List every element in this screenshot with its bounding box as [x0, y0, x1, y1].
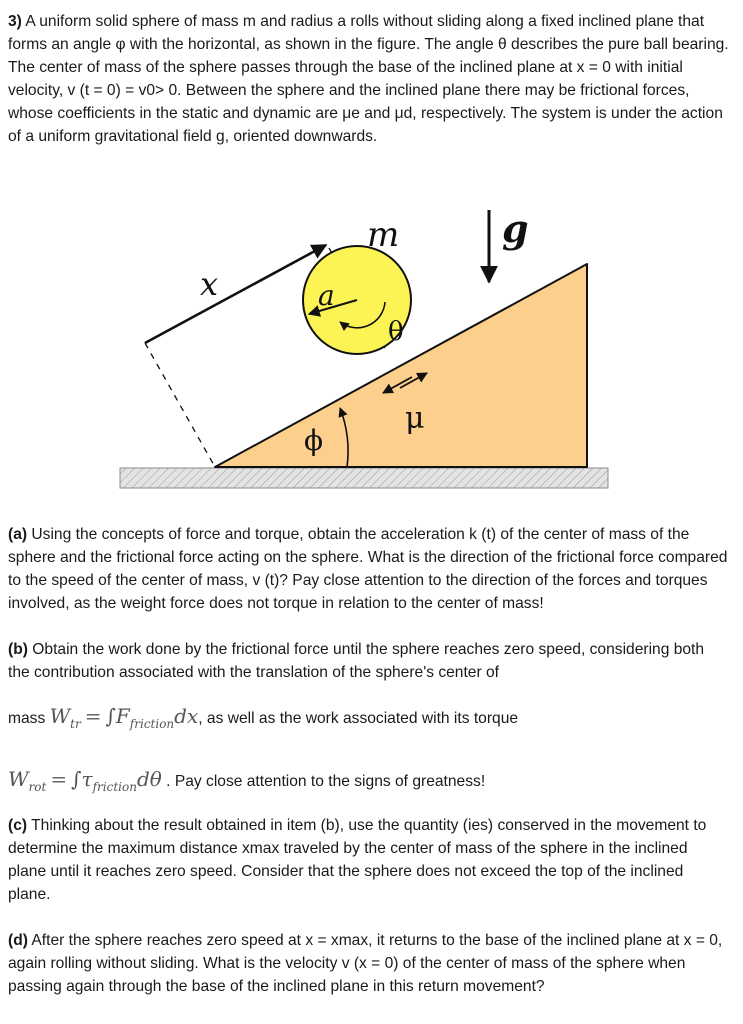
- item-d-text: After the sphere reaches zero speed at x = xmax, it returns to the base of the inclined plane at x = 0, again rolling without sliding. What is the velocity v (x = 0) of the center of mass of the sphere when passing again through the base of the inclined plane in this return movement?: [8, 932, 723, 995]
- w-rot-formula: $W_{rot} = \int\tau_{friction}d\theta$: [8, 767, 162, 794]
- mass-label: m: [367, 215, 400, 255]
- incline-figure: [110, 200, 610, 492]
- item-b-text: Obtain the work done by the frictional force until the sphere reaches zero speed, considering both the contribution associated with the translation of the sphere's center of: [8, 641, 705, 681]
- x-label: x: [200, 265, 219, 303]
- item-a-text: Using the concepts of force and torque, obtain the acceleration k (t) of the center of mass of the sphere and the frictional force acting on the sphere. What is the direction of the frictional force compared to the speed of the center of mass, v (t)? Pay close attention to the direction of the forces and torques involved, as the weight force does not torque in relation to the center of mass!: [8, 526, 728, 612]
- item-c: [8, 814, 730, 906]
- item-c-marker: (c): [8, 817, 28, 834]
- item-d: [8, 929, 730, 998]
- problem-intro: [8, 10, 730, 148]
- item-b-marker: (b): [8, 641, 28, 658]
- w-tr-after: , as well as the work associated with its torque: [198, 710, 519, 727]
- phi-label: ϕ: [304, 424, 324, 457]
- item-a: [8, 523, 730, 615]
- x-arrow: [145, 245, 326, 343]
- item-b: [8, 638, 730, 684]
- mu-label: μ: [405, 401, 425, 436]
- w-rot-after: . Pay close attention to the signs of greatness!: [166, 773, 486, 790]
- w-rot-formula-line: [8, 768, 485, 799]
- x-dashed-guide: [145, 343, 215, 467]
- mass-word: mass: [8, 710, 46, 727]
- problem-intro-text: A uniform solid sphere of mass m and radius a rolls without sliding along a fixed inclined plane that forms an angle φ with the horizontal, as shown in the figure. The angle θ describes the pure ball bearing. The center of mass of the sphere passes through the base of the inclined plane at x = 0 with initial velocity, v (t = 0) = v0> 0. Between the sphere and the inclined plane there may be frictional forces, whose coefficients in the static and dynamic are μe and μd, respectively. The system is under the action of a uniform gravitational field g, oriented downwards.: [8, 13, 729, 145]
- item-d-marker: (d): [8, 932, 28, 949]
- w-tr-formula: $W_{tr} = \int F_{friction}dx$: [49, 704, 199, 731]
- w-tr-formula-line: [8, 705, 518, 736]
- item-c-text: Thinking about the result obtained in item (b), use the quantity (ies) conserved in the movement to determine the maximum distance xmax traveled by the center of mass of the sphere in the inclined plane until it reaches zero speed. Consider that the sphere does not exceed the top of the inclined plane.: [8, 817, 707, 903]
- problem-number: 3): [8, 13, 22, 30]
- ground-hatch: [120, 468, 608, 488]
- item-a-marker: (a): [8, 526, 28, 543]
- gravity-label: g: [502, 206, 529, 251]
- radius-label: a: [318, 279, 335, 312]
- theta-label: θ: [388, 317, 404, 347]
